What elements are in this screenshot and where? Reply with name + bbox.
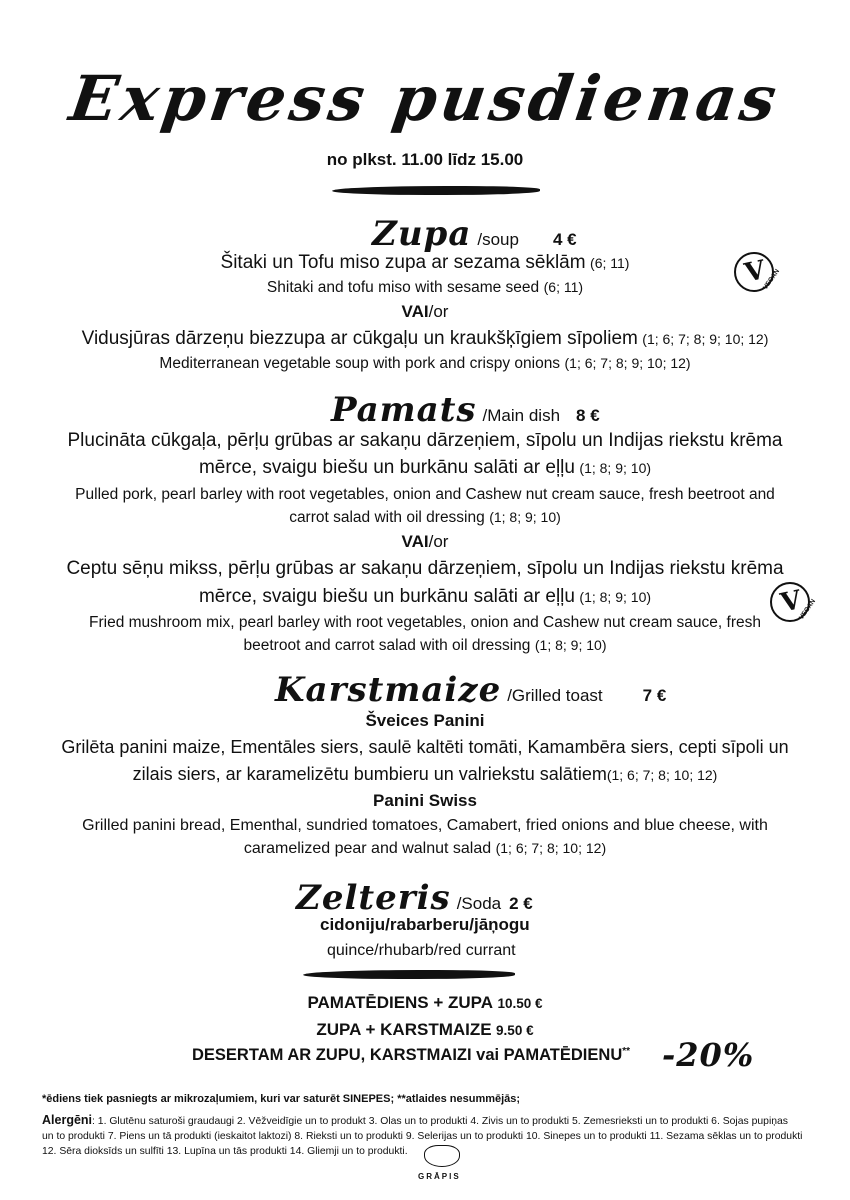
- main-or: VAI/or: [401, 532, 449, 551]
- toast-desc-en-line2: caramelized pear and walnut salad (1; 6; 7; 8; 10; 12): [243, 840, 607, 857]
- main-option-1-lv-line1: Plucināta cūkgaļa, pērļu grūbas ar sakaņu dārzeņiem, sīpolu un Indijas riekstu krēma: [67, 430, 783, 451]
- grapis-logo-text: GRĀPIS: [418, 1172, 461, 1181]
- soup-option-1-en: Shitaki and tofu miso with sesame seed (6; 11): [266, 279, 584, 296]
- toast-dish-en: Panini Swiss: [373, 791, 477, 810]
- grapis-logo-icon: [424, 1145, 460, 1167]
- main-option-1-en-line2: carrot salad with oil dressing (1; 8; 9; 10): [289, 509, 561, 526]
- soup-option-1-lv: Šitaki un Tofu miso zupa ar sezama sēklām (6; 11): [220, 252, 630, 273]
- soda-flavors-lv: cidoniju/rabarberu/jāņogu: [320, 915, 530, 934]
- toast-desc-lv-line2: zilais siers, ar karamelizētu bumbieru un valriekstu salātiem(1; 6; 7; 8; 10; 12): [132, 764, 718, 784]
- main-heading: [331, 390, 600, 430]
- main-option-1-lv-line2: mērce, svaigu biešu un burkānu salāti ar eļļu (1; 8; 9; 10): [198, 457, 652, 478]
- soda-title-en: /Soda: [456, 894, 502, 913]
- soda-heading: [296, 878, 533, 918]
- page-title: Express pusdienas: [65, 62, 785, 135]
- main-option-2-lv-line1: Ceptu sēņu mikss, pērļu grūbas ar sakaņu dārzeņiem, sīpolu un Indijas riekstu krēma: [66, 558, 784, 579]
- footer-note: *ēdiens tiek pasniegts ar mikrozaļumiem, kuri var saturēt SINEPES; **atlaides nesummējās;: [42, 1093, 521, 1105]
- allergens-line-2: un to produkti 7. Piens un tā produkti (ieskaitot laktozi) 8. Rieksti un to produkti 9. Selerijas un to produkti 10. Sinepes un to produkti 11. Sezama sēklas un to produkti: [42, 1131, 803, 1142]
- dessert-offer: DESERTAM AR ZUPU, KARSTMAIZI vai PAMATĒDIENU**: [192, 1046, 631, 1064]
- allergens-line-1: Alergēni: 1. Glutēnu saturoši graudaugi 2. Vēžveidīgie un to produkt 3. Olas un to produkti 4. Zivis un to produkti 5. Zemesrieksti un to produkti 6. Sojas pupiņas: [42, 1113, 789, 1127]
- main-option-2-en-line1: Fried mushroom mix, pearl barley with root vegetables, onion and Cashew nut cream sauce, fresh: [89, 614, 761, 631]
- soup-title-en: /soup: [477, 230, 519, 249]
- main-option-1-en-line1: Pulled pork, pearl barley with root vegetables, onion and Cashew nut cream sauce, fresh beetroot and: [75, 486, 775, 503]
- toast-dish-lv: Šveices Panini: [365, 711, 485, 730]
- soup-or: VAI/or: [401, 302, 449, 321]
- allergens-line-3: 12. Sēra dioksīds un sulfīti 13. Lupīna un tās produkti 14. Gliemji un to produkti.: [42, 1146, 408, 1157]
- main-title: Pamats: [331, 390, 477, 430]
- main-option-2-lv-line2: mērce, svaigu biešu un burkānu salāti ar eļļu (1; 8; 9; 10): [198, 586, 652, 607]
- soup-option-2-en: Mediterranean vegetable soup with pork and crispy onions (1; 6; 7; 8; 9; 10; 12): [159, 355, 691, 372]
- soup-option-2-lv: Vidusjūras dārzeņu biezzupa ar cūkgaļu un kraukšķīgiem sīpoliem (1; 6; 7; 8; 9; 10; 12): [81, 328, 769, 349]
- toast-heading: [275, 670, 666, 710]
- hours-text: no plkst. 11.00 līdz 15.00: [326, 150, 524, 169]
- vegan-badge-icon: V VEGAN: [734, 252, 774, 292]
- soup-heading: [372, 214, 577, 254]
- toast-desc-lv-line1: Grilēta panini maize, Ementāles siers, saulē kaltēti tomāti, Kamambēra siers, cepti sīpoli un: [61, 737, 789, 757]
- toast-title-en: /Grilled toast: [507, 686, 603, 705]
- soda-price: 2 €: [509, 894, 533, 913]
- soup-title: Zupa: [372, 214, 472, 254]
- brush-divider-bottom: [303, 970, 515, 979]
- main-title-en: /Main dish: [482, 406, 561, 425]
- main-option-2-en-line2: beetroot and carrot salad with oil dressing (1; 8; 9; 10): [243, 637, 607, 654]
- discount-label: -20%: [662, 1036, 755, 1074]
- combo-main-soup: PAMATĒDIENS + ZUPA 10.50 €: [307, 993, 543, 1012]
- vegan-badge-icon-2: V VEGAN: [770, 582, 810, 622]
- toast-price: 7 €: [642, 686, 667, 705]
- soda-title: Zelteris: [296, 878, 451, 918]
- brush-divider-top: [332, 186, 540, 195]
- soda-flavors-en: quince/rhubarb/red currant: [327, 942, 516, 959]
- toast-title: Karstmaize: [275, 670, 502, 710]
- combo-soup-toast: ZUPA + KARSTMAIZE 9.50 €: [316, 1020, 534, 1039]
- soup-price: 4 €: [552, 230, 577, 249]
- toast-desc-en-line1: Grilled panini bread, Ementhal, sundried tomatoes, Camabert, fried onions and blue cheese, with: [82, 817, 768, 834]
- main-price: 8 €: [576, 406, 600, 425]
